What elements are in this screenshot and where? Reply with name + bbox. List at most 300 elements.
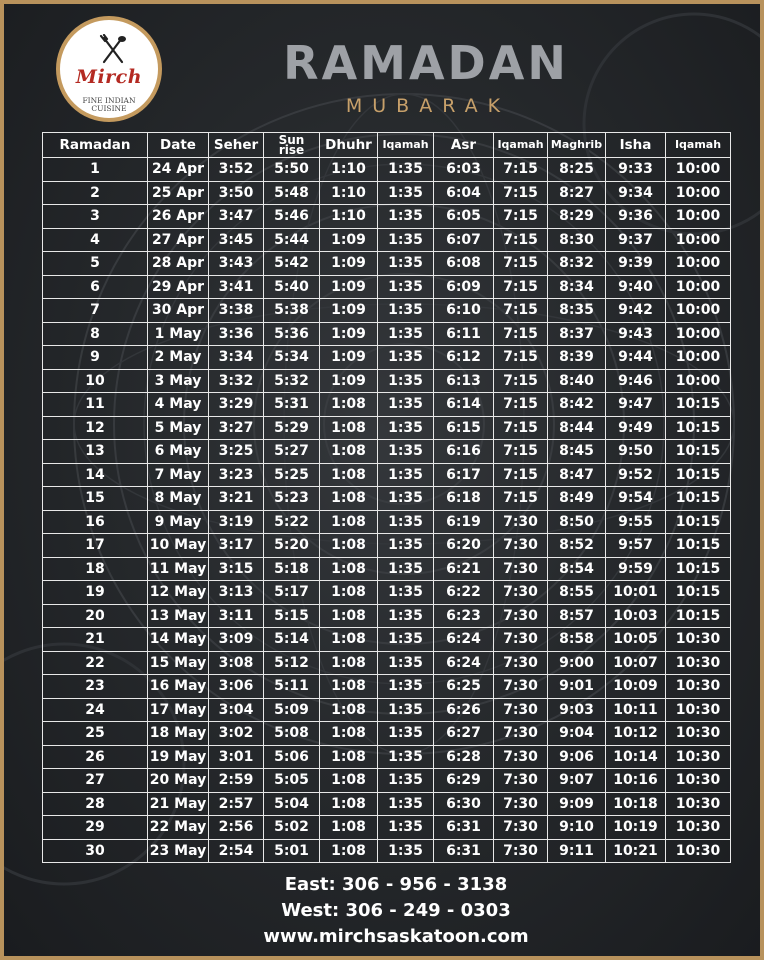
table-cell: 9:11	[548, 839, 606, 863]
table-cell: 5:09	[264, 698, 320, 722]
table-cell: 3:29	[209, 393, 264, 417]
column-header: Dhuhr	[320, 133, 378, 158]
table-cell: 10:18	[606, 792, 666, 816]
website-link[interactable]: www.mirchsaskatoon.com	[263, 926, 529, 947]
table-cell: 1:08	[320, 416, 378, 440]
table-cell: 14	[43, 463, 148, 487]
table-cell: 6	[43, 275, 148, 299]
table-cell: 5:34	[264, 346, 320, 370]
table-row	[43, 816, 731, 840]
table-cell: 9:50	[606, 440, 666, 464]
table-cell: 17	[43, 534, 148, 558]
table-cell: 3:45	[209, 228, 264, 252]
table-cell: 1:09	[320, 252, 378, 276]
table-cell: 10:00	[666, 228, 731, 252]
column-header: Iqamah	[494, 133, 548, 158]
table-cell: 10:00	[666, 369, 731, 393]
table-cell: 10:00	[666, 346, 731, 370]
table-cell: 1:35	[378, 604, 434, 628]
table-cell: 10:21	[606, 839, 666, 863]
table-row	[43, 346, 731, 370]
table-cell: 7:15	[494, 252, 548, 276]
table-cell: 8:34	[548, 275, 606, 299]
table-cell: 8:39	[548, 346, 606, 370]
table-cell: 1:35	[378, 769, 434, 793]
table-cell: 7:30	[494, 722, 548, 746]
table-cell: 1:35	[378, 581, 434, 605]
table-cell: 18 May	[148, 722, 209, 746]
table-cell: 3:08	[209, 651, 264, 675]
table-row	[43, 158, 731, 182]
column-header: Iqamah	[378, 133, 434, 158]
table-cell: 1:35	[378, 252, 434, 276]
table-cell: 5:48	[264, 181, 320, 205]
table-cell: 30	[43, 839, 148, 863]
table-cell: 10:30	[666, 792, 731, 816]
table-cell: 9:39	[606, 252, 666, 276]
table-cell: 10:16	[606, 769, 666, 793]
table-cell: 8:30	[548, 228, 606, 252]
table-cell: 12 May	[148, 581, 209, 605]
table-cell: 6:27	[434, 722, 494, 746]
table-cell: 5:50	[264, 158, 320, 182]
table-row	[43, 205, 731, 229]
table-row	[43, 299, 731, 323]
table-cell: 5:46	[264, 205, 320, 229]
table-row	[43, 228, 731, 252]
table-row	[43, 322, 731, 346]
table-cell: 9:49	[606, 416, 666, 440]
table-cell: 16 May	[148, 675, 209, 699]
table-cell: 23 May	[148, 839, 209, 863]
table-cell: 2:59	[209, 769, 264, 793]
table-cell: 5:29	[264, 416, 320, 440]
column-header: Sun rise	[264, 133, 320, 158]
table-cell: 5	[43, 252, 148, 276]
table-cell: 10:30	[666, 769, 731, 793]
table-cell: 10:15	[666, 463, 731, 487]
table-row	[43, 534, 731, 558]
table-cell: 10:00	[666, 158, 731, 182]
table-cell: 10:03	[606, 604, 666, 628]
table-cell: 1:35	[378, 463, 434, 487]
table-cell: 9:09	[548, 792, 606, 816]
table-cell: 9:33	[606, 158, 666, 182]
table-row	[43, 792, 731, 816]
table-cell: 6:15	[434, 416, 494, 440]
table-cell: 7:30	[494, 557, 548, 581]
table-cell: 6:22	[434, 581, 494, 605]
table-cell: 1:08	[320, 581, 378, 605]
table-cell: 6:28	[434, 745, 494, 769]
table-cell: 10:30	[666, 722, 731, 746]
table-cell: 8:42	[548, 393, 606, 417]
table-cell: 7:30	[494, 816, 548, 840]
column-header: Isha	[606, 133, 666, 158]
table-cell: 7:30	[494, 792, 548, 816]
table-cell: 6:05	[434, 205, 494, 229]
table-row	[43, 275, 731, 299]
table-cell: 8:27	[548, 181, 606, 205]
table-cell: 10:15	[666, 557, 731, 581]
table-cell: 22 May	[148, 816, 209, 840]
table-cell: 24	[43, 698, 148, 722]
table-cell: 1:35	[378, 487, 434, 511]
table-cell: 3:06	[209, 675, 264, 699]
table-cell: 3:09	[209, 628, 264, 652]
table-cell: 23	[43, 675, 148, 699]
table-cell: 1:09	[320, 346, 378, 370]
table-cell: 3 May	[148, 369, 209, 393]
table-cell: 10:00	[666, 275, 731, 299]
table-cell: 3:19	[209, 510, 264, 534]
table-cell: 10:15	[666, 604, 731, 628]
table-cell: 24 Apr	[148, 158, 209, 182]
table-cell: 10:15	[666, 440, 731, 464]
table-cell: 10:30	[666, 816, 731, 840]
table-cell: 26	[43, 745, 148, 769]
table-cell: 28 Apr	[148, 252, 209, 276]
table-cell: 8:52	[548, 534, 606, 558]
table-cell: 7:15	[494, 440, 548, 464]
table-cell: 3:11	[209, 604, 264, 628]
table-row	[43, 581, 731, 605]
logo-brand-name: Mirch	[75, 66, 143, 88]
table-cell: 8:58	[548, 628, 606, 652]
table-cell: 3:32	[209, 369, 264, 393]
table-cell: 8:49	[548, 487, 606, 511]
table-cell: 1:35	[378, 792, 434, 816]
table-cell: 1:35	[378, 322, 434, 346]
table-cell: 1:35	[378, 158, 434, 182]
table-cell: 7:15	[494, 487, 548, 511]
table-cell: 9:40	[606, 275, 666, 299]
table-cell: 1:08	[320, 534, 378, 558]
east-phone: East: 306 - 956 - 3138	[284, 874, 508, 895]
table-cell: 5:40	[264, 275, 320, 299]
table-cell: 1:08	[320, 698, 378, 722]
table-cell: 9:47	[606, 393, 666, 417]
table-cell: 1:08	[320, 393, 378, 417]
table-cell: 6:07	[434, 228, 494, 252]
table-cell: 8:29	[548, 205, 606, 229]
table-cell: 1:08	[320, 769, 378, 793]
table-cell: 1:08	[320, 745, 378, 769]
table-cell: 5:11	[264, 675, 320, 699]
table-cell: 8:35	[548, 299, 606, 323]
table-cell: 2 May	[148, 346, 209, 370]
table-cell: 5:25	[264, 463, 320, 487]
table-cell: 2:56	[209, 816, 264, 840]
table-cell: 3:50	[209, 181, 264, 205]
table-cell: 6:23	[434, 604, 494, 628]
table-cell: 6:26	[434, 698, 494, 722]
table-cell: 7:15	[494, 346, 548, 370]
table-cell: 10:30	[666, 675, 731, 699]
table-cell: 3:23	[209, 463, 264, 487]
table-cell: 6:18	[434, 487, 494, 511]
table-row	[43, 628, 731, 652]
table-cell: 7:30	[494, 745, 548, 769]
table-cell: 9:37	[606, 228, 666, 252]
table-cell: 5:12	[264, 651, 320, 675]
table-cell: 3:52	[209, 158, 264, 182]
table-cell: 7:15	[494, 205, 548, 229]
table-cell: 5:17	[264, 581, 320, 605]
table-cell: 1:08	[320, 510, 378, 534]
table-cell: 1:35	[378, 416, 434, 440]
table-header-row	[43, 133, 731, 158]
table-cell: 6:09	[434, 275, 494, 299]
table-cell: 7:15	[494, 158, 548, 182]
table-cell: 11 May	[148, 557, 209, 581]
table-row	[43, 604, 731, 628]
table-cell: 7:30	[494, 675, 548, 699]
table-cell: 5:32	[264, 369, 320, 393]
table-cell: 19 May	[148, 745, 209, 769]
table-cell: 10 May	[148, 534, 209, 558]
table-cell: 1:35	[378, 369, 434, 393]
logo-tagline: FINE INDIAN CUISINE	[82, 96, 136, 113]
table-cell: 6:08	[434, 252, 494, 276]
table-cell: 6:17	[434, 463, 494, 487]
table-cell: 1:35	[378, 534, 434, 558]
table-row	[43, 557, 731, 581]
table-cell: 6:30	[434, 792, 494, 816]
table-cell: 10:07	[606, 651, 666, 675]
table-cell: 18	[43, 557, 148, 581]
table-cell: 13	[43, 440, 148, 464]
table-cell: 6:04	[434, 181, 494, 205]
table-cell: 9:52	[606, 463, 666, 487]
table-cell: 3:21	[209, 487, 264, 511]
table-cell: 10:12	[606, 722, 666, 746]
table-cell: 27 Apr	[148, 228, 209, 252]
table-cell: 1:10	[320, 158, 378, 182]
table-cell: 1:35	[378, 745, 434, 769]
table-cell: 7:15	[494, 393, 548, 417]
table-cell: 7:15	[494, 416, 548, 440]
table-cell: 11	[43, 393, 148, 417]
table-row	[43, 369, 731, 393]
table-cell: 9 May	[148, 510, 209, 534]
table-cell: 7:15	[494, 228, 548, 252]
table-cell: 9:44	[606, 346, 666, 370]
table-cell: 7:15	[494, 463, 548, 487]
table-cell: 1:08	[320, 839, 378, 863]
table-row	[43, 839, 731, 863]
table-cell: 1:08	[320, 604, 378, 628]
table-cell: 1:08	[320, 463, 378, 487]
table-row	[43, 745, 731, 769]
table-cell: 1:35	[378, 722, 434, 746]
column-header: Seher	[209, 133, 264, 158]
table-cell: 1	[43, 158, 148, 182]
table-cell: 10:05	[606, 628, 666, 652]
table-cell: 10:09	[606, 675, 666, 699]
table-cell: 9:59	[606, 557, 666, 581]
table-cell: 1:08	[320, 675, 378, 699]
table-cell: 10:14	[606, 745, 666, 769]
table-cell: 10:30	[666, 628, 731, 652]
page-title: RAMADAN	[283, 36, 569, 90]
table-cell: 9:01	[548, 675, 606, 699]
table-cell: 1:08	[320, 816, 378, 840]
table-cell: 1:35	[378, 393, 434, 417]
table-cell: 29 Apr	[148, 275, 209, 299]
table-cell: 5:23	[264, 487, 320, 511]
column-header: Date	[148, 133, 209, 158]
table-cell: 1:35	[378, 675, 434, 699]
table-cell: 10:00	[666, 205, 731, 229]
table-cell: 3:17	[209, 534, 264, 558]
table-cell: 8:44	[548, 416, 606, 440]
table-cell: 3:15	[209, 557, 264, 581]
table-cell: 7 May	[148, 463, 209, 487]
table-cell: 3:41	[209, 275, 264, 299]
table-row	[43, 487, 731, 511]
table-cell: 15 May	[148, 651, 209, 675]
table-cell: 22	[43, 651, 148, 675]
table-cell: 9:34	[606, 181, 666, 205]
table-cell: 26 Apr	[148, 205, 209, 229]
table-cell: 4	[43, 228, 148, 252]
table-cell: 1 May	[148, 322, 209, 346]
table-cell: 7:30	[494, 581, 548, 605]
table-cell: 9:57	[606, 534, 666, 558]
table-cell: 12	[43, 416, 148, 440]
table-cell: 5:38	[264, 299, 320, 323]
table-cell: 2:57	[209, 792, 264, 816]
table-cell: 3:36	[209, 322, 264, 346]
table-cell: 16	[43, 510, 148, 534]
table-cell: 8:47	[548, 463, 606, 487]
column-header: Maghrib	[548, 133, 606, 158]
table-cell: 6:10	[434, 299, 494, 323]
table-cell: 1:10	[320, 181, 378, 205]
table-row	[43, 510, 731, 534]
table-cell: 5:42	[264, 252, 320, 276]
table-cell: 1:09	[320, 299, 378, 323]
table-cell: 5:06	[264, 745, 320, 769]
table-cell: 5:01	[264, 839, 320, 863]
table-cell: 19	[43, 581, 148, 605]
table-cell: 8	[43, 322, 148, 346]
table-cell: 8:50	[548, 510, 606, 534]
table-cell: 1:08	[320, 487, 378, 511]
table-cell: 1:35	[378, 346, 434, 370]
table-cell: 9:54	[606, 487, 666, 511]
table-cell: 1:08	[320, 722, 378, 746]
table-cell: 6:24	[434, 651, 494, 675]
table-body	[43, 158, 731, 863]
table-cell: 9:06	[548, 745, 606, 769]
table-cell: 1:10	[320, 205, 378, 229]
table-cell: 7:15	[494, 181, 548, 205]
table-cell: 8:40	[548, 369, 606, 393]
table-cell: 9:10	[548, 816, 606, 840]
table-cell: 3:43	[209, 252, 264, 276]
table-cell: 3:02	[209, 722, 264, 746]
table-cell: 6:31	[434, 839, 494, 863]
table-cell: 6:11	[434, 322, 494, 346]
table-cell: 5 May	[148, 416, 209, 440]
table-cell: 28	[43, 792, 148, 816]
table-cell: 7:30	[494, 769, 548, 793]
table-cell: 8:55	[548, 581, 606, 605]
table-cell: 1:09	[320, 275, 378, 299]
page-subtitle: MUBARAK	[345, 95, 511, 117]
table-cell: 20 May	[148, 769, 209, 793]
table-cell: 7:15	[494, 275, 548, 299]
table-cell: 5:36	[264, 322, 320, 346]
table-cell: 8:54	[548, 557, 606, 581]
table-cell: 1:35	[378, 651, 434, 675]
table-cell: 10:30	[666, 745, 731, 769]
table-cell: 1:09	[320, 369, 378, 393]
table-cell: 1:08	[320, 792, 378, 816]
table-cell: 10:00	[666, 252, 731, 276]
table-cell: 21	[43, 628, 148, 652]
table-cell: 25	[43, 722, 148, 746]
table-row	[43, 416, 731, 440]
table-cell: 27	[43, 769, 148, 793]
table-cell: 9:36	[606, 205, 666, 229]
table-cell: 6:13	[434, 369, 494, 393]
table-cell: 6:20	[434, 534, 494, 558]
table-cell: 1:35	[378, 440, 434, 464]
table-cell: 6:16	[434, 440, 494, 464]
table-cell: 1:35	[378, 839, 434, 863]
table-row	[43, 463, 731, 487]
table-row	[43, 393, 731, 417]
table-cell: 3:34	[209, 346, 264, 370]
prayer-timetable	[42, 132, 731, 863]
table-cell: 10:15	[666, 393, 731, 417]
table-cell: 10:15	[666, 510, 731, 534]
table-cell: 5:15	[264, 604, 320, 628]
table-cell: 10:30	[666, 839, 731, 863]
table-cell: 1:35	[378, 275, 434, 299]
table-cell: 3:01	[209, 745, 264, 769]
table-cell: 6:19	[434, 510, 494, 534]
table-cell: 7:30	[494, 510, 548, 534]
table-cell: 5:27	[264, 440, 320, 464]
table-cell: 6:31	[434, 816, 494, 840]
table-cell: 6:12	[434, 346, 494, 370]
table-cell: 7:30	[494, 651, 548, 675]
table-cell: 4 May	[148, 393, 209, 417]
table-cell: 7:15	[494, 322, 548, 346]
table-row	[43, 181, 731, 205]
table-cell: 10:11	[606, 698, 666, 722]
table-cell: 9:07	[548, 769, 606, 793]
table-cell: 3:47	[209, 205, 264, 229]
table-cell: 10:15	[666, 534, 731, 558]
table-cell: 17 May	[148, 698, 209, 722]
table-cell: 8:25	[548, 158, 606, 182]
table-cell: 10:15	[666, 487, 731, 511]
table-cell: 10:00	[666, 181, 731, 205]
table-cell: 8 May	[148, 487, 209, 511]
table-cell: 1:09	[320, 228, 378, 252]
column-header: Iqamah	[666, 133, 731, 158]
table-cell: 14 May	[148, 628, 209, 652]
table-cell: 5:22	[264, 510, 320, 534]
table-cell: 9:03	[548, 698, 606, 722]
table-cell: 25 Apr	[148, 181, 209, 205]
table-cell: 9:55	[606, 510, 666, 534]
